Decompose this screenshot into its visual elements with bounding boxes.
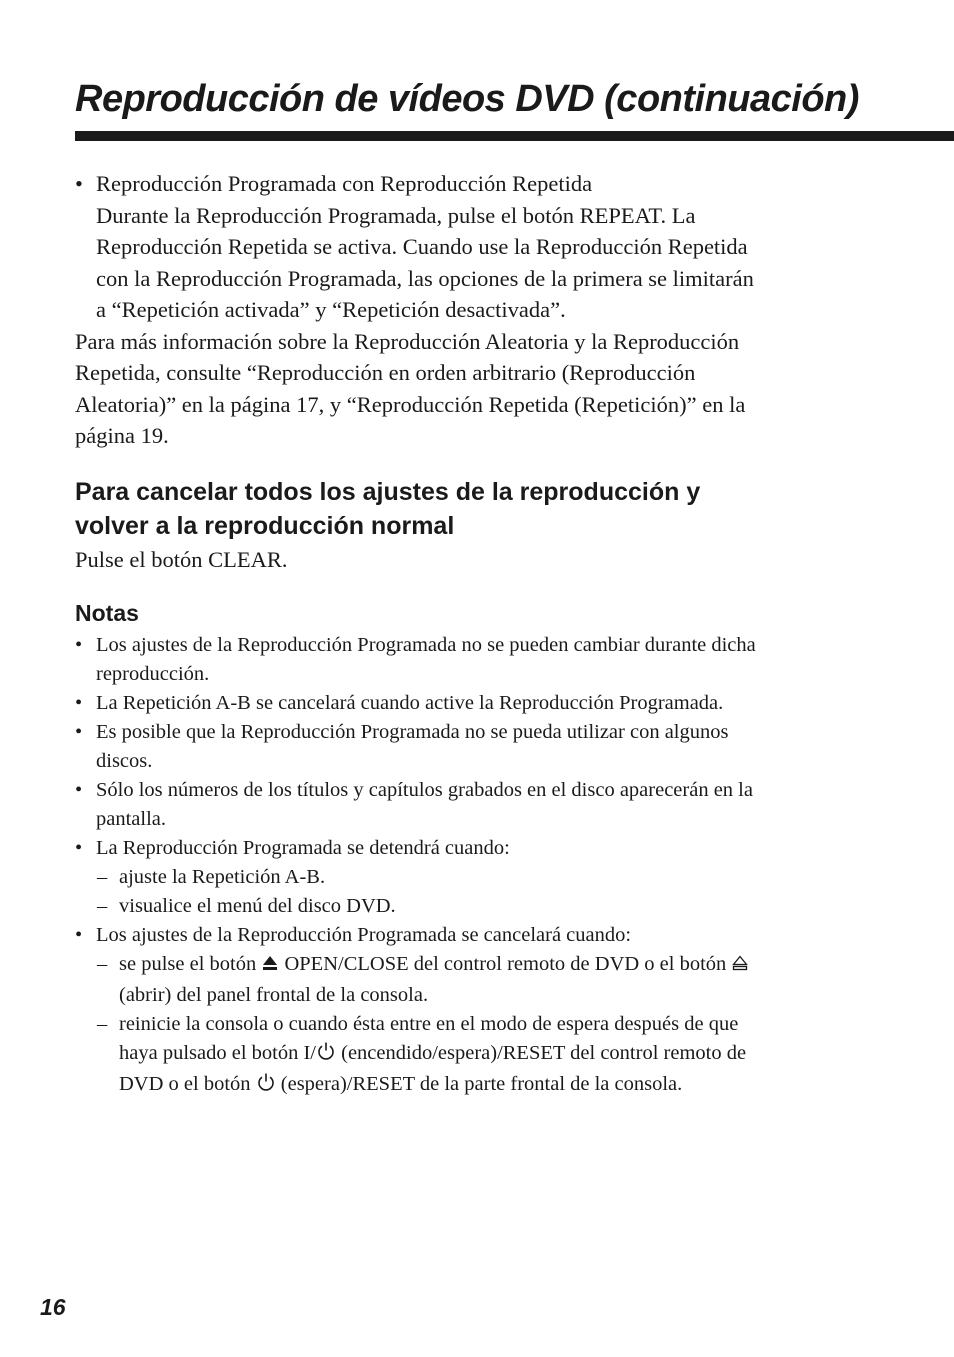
power-icon xyxy=(316,1041,336,1070)
text-span: OPEN/CLOSE del control remoto de DVD o el botón xyxy=(284,953,727,975)
note-item xyxy=(75,631,875,689)
text-line: visualice el menú del disco DVD. xyxy=(119,895,396,917)
bullet-marker: • xyxy=(75,837,83,859)
text-line xyxy=(119,1070,875,1101)
bullet-marker: • xyxy=(75,924,83,946)
bullet-marker: • xyxy=(75,692,83,714)
sub-item xyxy=(75,863,875,892)
text-line: discos. xyxy=(96,750,153,772)
section-heading xyxy=(75,475,700,543)
note-item xyxy=(75,689,875,718)
eject-outline-icon xyxy=(731,952,749,981)
dash-marker: – xyxy=(97,1013,108,1035)
text-span: haya pulsado el botón xyxy=(119,1042,299,1064)
text-line: página 19. xyxy=(75,423,169,448)
bullet-marker: • xyxy=(75,779,83,801)
text-line: a “Repetición activada” y “Repetición desactivada”. xyxy=(96,297,566,322)
text-line: pantalla. xyxy=(96,808,167,830)
dash-marker: – xyxy=(97,895,108,917)
text-line: Aleatoria)” en la página 17, y “Reproducción Repetida (Repetición)” en la xyxy=(75,391,746,417)
intro-bullet xyxy=(75,168,875,326)
text-line xyxy=(119,950,875,981)
text-span: (encendido/espera)/RESET del control remoto de xyxy=(341,1042,747,1064)
text-line: ajuste la Repetición A-B. xyxy=(119,866,326,888)
power-separator: I/ xyxy=(303,1042,316,1064)
text-line: La Repetición A-B se cancelará cuando active la Reproducción Programada. xyxy=(96,692,724,714)
text-line: Reproducción Programada con Reproducción Repetida xyxy=(96,171,593,196)
heading-line: Para cancelar todos los ajustes de la reproducción y xyxy=(75,478,701,506)
text-line: reinicie la consola o cuando ésta entre en el modo de espera después de que xyxy=(119,1013,739,1035)
text-line: Repetida, consulte “Reproducción en orden arbitrario (Reproducción xyxy=(75,360,696,385)
bullet-marker: • xyxy=(75,721,83,743)
note-item xyxy=(75,834,875,921)
text-line xyxy=(119,1039,875,1070)
standby-icon xyxy=(256,1072,276,1101)
text-line: Reproducción Repetida se activa. Cuando use la Reproducción Repetida xyxy=(96,234,748,259)
text-line: Durante la Reproducción Programada, pulse el botón REPEAT. La xyxy=(96,202,696,228)
bullet-marker: • xyxy=(75,634,83,656)
dash-marker: – xyxy=(97,953,108,975)
note-item xyxy=(75,718,875,776)
text-line: Los ajustes de la Reproducción Programada se cancelará cuando: xyxy=(96,924,632,946)
heading-line: volver a la reproducción normal xyxy=(75,512,455,540)
sub-item xyxy=(75,892,875,921)
text-line: (abrir) del panel frontal de la consola. xyxy=(119,984,429,1006)
title-rule xyxy=(75,131,954,141)
text-line: Es posible que la Reproducción Programada no se pueda utilizar con algunos xyxy=(96,721,729,743)
text-span: se pulse el botón xyxy=(119,953,257,975)
text-line: Los ajustes de la Reproducción Programada no se pueden cambiar durante dicha xyxy=(96,634,756,656)
bullet-marker: • xyxy=(75,171,83,196)
text-line: reproducción. xyxy=(96,663,210,685)
text-line: Sólo los números de los títulos y capítulos grabados en el disco aparecerán en la xyxy=(96,779,753,801)
text-span: DVD o el botón xyxy=(119,1073,251,1095)
clear-instruction: Pulse el botón CLEAR. xyxy=(75,547,288,572)
note-item xyxy=(75,921,875,1101)
page-title: Reproducción de vídeos DVD (continuación) xyxy=(75,78,859,120)
text-line: con la Reproducción Programada, las opciones de la primera se limitarán xyxy=(96,265,754,291)
sub-item xyxy=(75,950,875,1010)
notes-list xyxy=(75,631,875,1101)
note-item xyxy=(75,776,875,834)
text-line: Para más información sobre la Reproducción Aleatoria y la Reproducción xyxy=(75,328,740,354)
eject-filled-icon xyxy=(261,952,279,981)
sub-item xyxy=(75,1010,875,1101)
dash-marker: – xyxy=(97,866,108,888)
text-span: (espera)/RESET de la parte frontal de la consola. xyxy=(280,1073,683,1095)
text-line: La Reproducción Programada se detendrá cuando: xyxy=(96,837,510,859)
intro-paragraph xyxy=(75,326,875,452)
intro-section xyxy=(75,168,875,452)
page-number: 16 xyxy=(40,1294,66,1320)
notes-heading: Notas xyxy=(75,600,139,626)
